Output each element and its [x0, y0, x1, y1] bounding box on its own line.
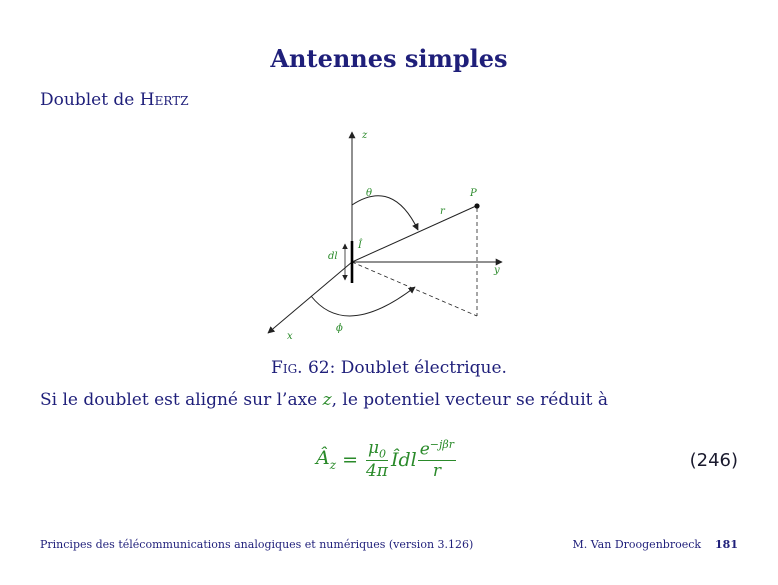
x-label: x — [287, 331, 293, 342]
footer-course: Principes des télécommunications analogiques et numériques (version 3.126) — [40, 538, 474, 551]
slide-title: Antennes simples — [270, 44, 508, 73]
point-p — [474, 203, 479, 208]
eq-current-length: Îdl — [390, 448, 417, 471]
z-label: z — [362, 130, 368, 141]
subtitle-name: Hertz — [139, 90, 189, 110]
dl-label: dl — [328, 251, 338, 262]
footer-right — [572, 538, 738, 551]
equation-246 — [316, 438, 456, 481]
subtitle-prefix: Doublet de — [40, 90, 140, 110]
y-label: y — [494, 265, 500, 276]
eq-fraction-2: $e^{-j\beta r}$ r — [419, 438, 455, 482]
sentence-variable: z — [322, 390, 332, 410]
body-sentence — [40, 390, 608, 410]
r-label: r — [440, 206, 445, 217]
page-number: 181 — [715, 538, 738, 551]
theta-label: θ — [366, 188, 373, 199]
figure-caption — [0, 358, 778, 378]
sentence-after: , le potentiel vecteur se réduit à — [331, 390, 609, 410]
eq-equals: = — [342, 448, 358, 471]
caption-text: 62: Doublet électrique. — [302, 358, 507, 378]
caption-prefix: Fig. — [271, 358, 303, 378]
equation-number: (246) — [689, 450, 738, 471]
projection-line — [352, 262, 477, 316]
r-vector — [352, 206, 476, 262]
sentence-before: Si le doublet est aligné sur l’axe — [40, 390, 323, 410]
current-label: Î — [358, 240, 362, 251]
eq-lhs: $Â_z$ — [316, 447, 337, 473]
theta-arc — [352, 196, 418, 230]
p-label: P — [470, 188, 477, 199]
footer-author: M. Van Droogenbroeck — [572, 538, 702, 551]
phi-label: ϕ — [336, 323, 343, 334]
eq-fraction-1: $\frac{\mu_0}{4\pi}$ — [365, 438, 388, 482]
phi-arc — [311, 287, 415, 316]
